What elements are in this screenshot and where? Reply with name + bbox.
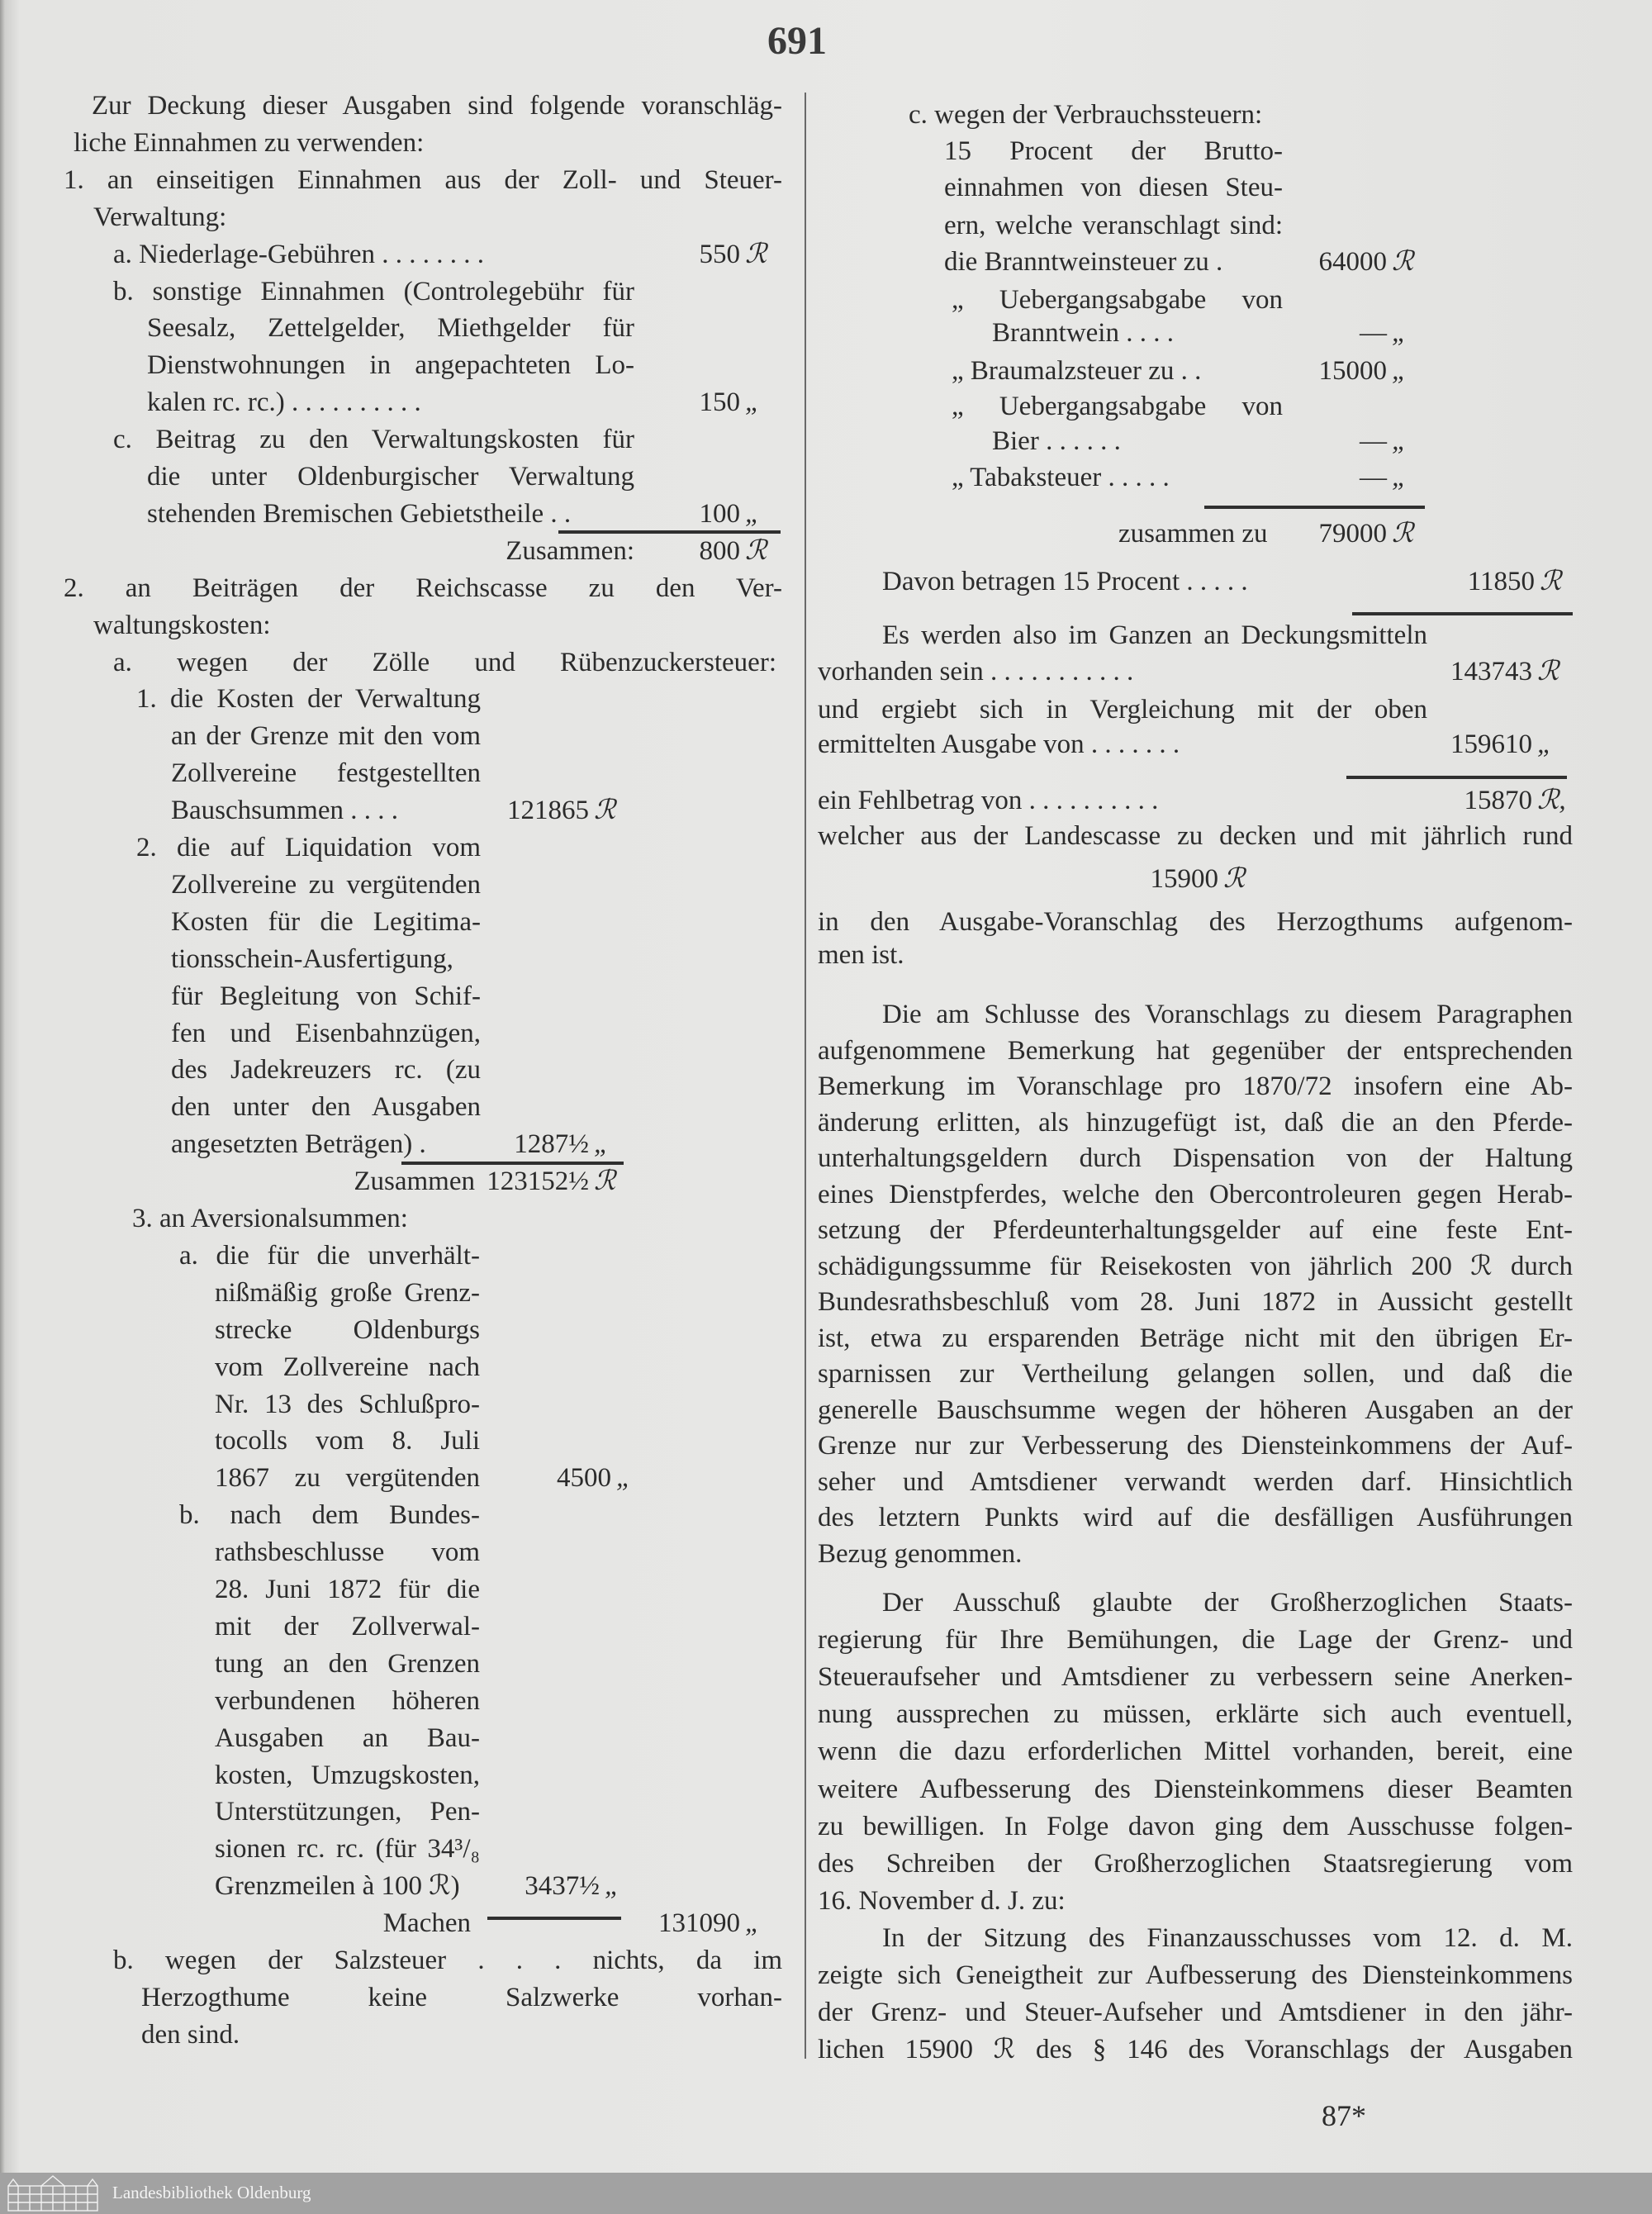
line-text: unterhaltungsgeldern durch Dispensation von der Haltung xyxy=(818,1143,1573,1173)
text-line xyxy=(215,1460,632,1496)
page-number: 691 xyxy=(767,19,827,63)
line-text: seher und Amtsdiener verwandt werden darf. Hinsichtlich xyxy=(818,1466,1573,1497)
line-amount: 121865 xyxy=(507,796,589,826)
currency-unit: „ xyxy=(1392,318,1408,348)
sum-rule xyxy=(401,1162,624,1165)
text-line xyxy=(882,563,1562,600)
line-text: die unter Oldenburgischer Verwaltung xyxy=(147,462,634,492)
text-line xyxy=(818,726,1553,763)
line-amount: 150 xyxy=(699,387,740,418)
line-text: für Begleitung von Schif- xyxy=(171,981,481,1011)
text-line xyxy=(215,1608,480,1645)
text-line xyxy=(147,347,634,383)
library-footer-bar xyxy=(0,2173,1652,2214)
text-line xyxy=(171,1126,610,1162)
text-line xyxy=(818,937,1573,973)
line-text: b. sonstige Einnahmen (Controlegebühr für xyxy=(113,276,634,306)
text-line xyxy=(136,681,481,717)
line-text: Branntwein . . . . xyxy=(992,318,1174,348)
line-amount: 143743 xyxy=(1450,657,1532,687)
line-text: „ Braumalzsteuer zu . . xyxy=(952,356,1202,386)
line-amount: — xyxy=(1360,318,1387,348)
line-amount: 159610 xyxy=(1450,729,1532,759)
currency-unit: „ xyxy=(1537,729,1553,759)
line-text: zu bewilligen. In Folge davon ging dem Ausschusse folgen- xyxy=(818,1811,1573,1841)
line-text: men ist. xyxy=(818,940,904,970)
text-line xyxy=(215,1571,480,1608)
text-line xyxy=(147,458,634,495)
currency-unit: ℛ xyxy=(594,1166,616,1197)
currency-unit: „ xyxy=(605,1871,620,1902)
text-line xyxy=(952,353,1408,389)
line-text: die Branntweinsteuer zu . xyxy=(944,247,1223,277)
text-line xyxy=(64,162,782,198)
line-text: des letztern Punkts wird auf die desfälligen Ausführungen xyxy=(818,1503,1573,1532)
currency-unit: „ xyxy=(745,387,761,418)
text-line xyxy=(818,691,1427,728)
line-text: verbundenen höheren xyxy=(215,1685,480,1716)
text-line xyxy=(818,1320,1573,1356)
text-line xyxy=(882,996,1573,1033)
line-text: kosten, Umzugskosten, xyxy=(215,1760,480,1790)
currency-unit: „ xyxy=(745,498,761,529)
text-line xyxy=(818,1392,1573,1428)
text-line xyxy=(147,496,761,532)
line-text: 1867 zu vergütenden xyxy=(215,1463,480,1494)
currency-unit: ℛ xyxy=(1392,247,1414,277)
line-amount: 131090 xyxy=(658,1908,740,1939)
currency-unit: ℛ xyxy=(1540,567,1562,596)
line-amount: 15870 xyxy=(1464,786,1532,815)
line-text: den sind. xyxy=(141,2019,240,2050)
text-line xyxy=(818,1356,1573,1392)
text-line xyxy=(363,1905,761,1941)
library-building-logo xyxy=(7,2174,99,2212)
text-line xyxy=(74,125,782,161)
text-line xyxy=(147,310,634,346)
currency-unit: „ xyxy=(1392,356,1408,386)
text-line xyxy=(171,904,481,940)
text-line xyxy=(113,236,767,273)
text-line xyxy=(952,388,1283,425)
line-text: sionen rc. rc. (für 34³/₈ xyxy=(215,1834,480,1865)
line-text: Seesalz, Zettelgelder, Miethgelder für xyxy=(147,313,634,344)
line-amount: 1287½ xyxy=(514,1129,589,1160)
text-line xyxy=(179,1497,480,1533)
line-text: in den Ausgabe-Voranschlag des Herzogthums aufgenom- xyxy=(818,907,1573,937)
line-text: den unter den Ausgaben xyxy=(171,1092,481,1123)
line-text: tocolls vom 8. Juli xyxy=(215,1426,480,1456)
text-line xyxy=(818,1622,1573,1658)
currency-unit: „ xyxy=(1392,426,1408,456)
currency-unit: „ xyxy=(616,1463,632,1494)
text-line xyxy=(882,617,1427,653)
sum-rule xyxy=(1352,612,1573,615)
text-line xyxy=(992,423,1408,459)
line-text: Bemerkung im Voranschlage pro 1870/72 insofern eine Ab- xyxy=(818,1071,1573,1101)
line-text: stehenden Bremischen Gebietstheile . . xyxy=(147,498,572,529)
text-line xyxy=(992,315,1408,351)
library-name: Landesbibliothek Oldenburg xyxy=(112,2183,311,2202)
text-line xyxy=(818,1140,1573,1176)
text-line xyxy=(113,644,776,681)
currency-unit: „ xyxy=(594,1129,610,1160)
text-line xyxy=(818,1248,1573,1285)
line-amount: 100 xyxy=(699,498,740,529)
line-text: tung an den Grenzen xyxy=(215,1648,480,1679)
line-text: „ Uebergangsabgabe von xyxy=(952,392,1283,421)
text-line xyxy=(93,607,782,644)
sum-rule xyxy=(487,1917,621,1920)
line-text: welcher aus der Landescasse zu decken und mit jährlich rund xyxy=(818,821,1573,851)
line-text: b. wegen der Salzsteuer . . . nichts, da im xyxy=(113,1946,782,1975)
line-text: änderung erlitten, als hinzugefügt ist, daß die an den Pferde- xyxy=(818,1107,1573,1138)
line-text: vorhanden sein . . . . . . . . . . . xyxy=(818,657,1134,687)
line-text: ern, welche veranschlagt sind: xyxy=(944,211,1283,240)
line-text: Zusammen xyxy=(354,1166,475,1197)
line-text: setzung der Pferdeunterhaltungsgelder auf eine feste Ent- xyxy=(818,1215,1573,1245)
text-line xyxy=(882,1920,1573,1956)
text-line xyxy=(171,1015,481,1052)
line-text: mit der Zollverwal- xyxy=(215,1611,480,1641)
currency-unit: ℛ xyxy=(1537,657,1559,687)
line-amount: 15000 xyxy=(1318,356,1387,386)
line-text: „ Uebergangsabgabe von xyxy=(952,285,1283,315)
line-text: nißmäßig große Grenz- xyxy=(215,1277,480,1308)
text-line xyxy=(330,1163,616,1200)
line-text: tionsschein-Ausfertigung, xyxy=(171,943,453,974)
text-line xyxy=(113,421,634,458)
text-line xyxy=(92,88,782,124)
text-line xyxy=(113,1942,782,1979)
line-text: „ Tabaksteuer . . . . . xyxy=(952,463,1170,492)
line-text: ermittelten Ausgabe von . . . . . . . xyxy=(818,729,1180,759)
line-text: Dienstwohnungen in angepachteten Lo- xyxy=(147,350,634,381)
line-text: zeigte sich Geneigtheit zur Aufbesserung des Diensteinkommens xyxy=(818,1960,1573,1990)
text-line xyxy=(215,1312,480,1348)
text-line xyxy=(818,1464,1573,1500)
text-line xyxy=(818,1659,1573,1695)
line-text: 15 Procent der Brutto- xyxy=(944,136,1283,166)
line-text: Bundesrathsbeschluß vom 28. Juni 1872 in Aussicht gestellt xyxy=(818,1287,1573,1317)
line-text: Bezug genommen. xyxy=(818,1538,1023,1569)
line-text: ist, etwa zu ersparenden Beträge nicht mit den übrigen Er- xyxy=(818,1323,1573,1353)
text-line xyxy=(147,384,761,420)
line-text: Zusammen: xyxy=(506,535,634,566)
line-text: wenn die dazu erforderlichen Mittel vorhanden, bereit, eine xyxy=(818,1737,1573,1767)
text-line xyxy=(171,1052,481,1088)
line-text: 16. November d. J. zu: xyxy=(818,1885,1066,1916)
line-amount: 79000 xyxy=(1318,519,1387,549)
text-line xyxy=(944,244,1414,280)
line-text: Bier . . . . . . xyxy=(992,426,1121,456)
sum-rule xyxy=(1204,506,1425,509)
text-line xyxy=(818,653,1559,690)
line-text: Machen xyxy=(382,1908,471,1939)
text-line xyxy=(909,97,1289,133)
text-line xyxy=(882,1584,1573,1621)
text-line xyxy=(818,1499,1573,1536)
text-line xyxy=(818,1883,1573,1919)
column-divider xyxy=(805,93,806,2059)
currency-unit: ℛ xyxy=(745,239,767,269)
line-text: Zur Deckung dieser Ausgaben sind folgende voranschläg- xyxy=(92,91,782,121)
text-line xyxy=(215,1423,480,1459)
line-text: a. wegen der Zölle und Rübenzuckersteuer: xyxy=(113,647,776,677)
line-amount: 15900 xyxy=(1150,864,1218,894)
line-text: angesetzten Beträgen) . xyxy=(171,1129,426,1160)
text-line xyxy=(944,169,1283,206)
line-text: Kosten für die Legitima- xyxy=(171,906,481,937)
line-text: nung aussprechen zu müssen, erklärte sich auch eventuell, xyxy=(818,1699,1573,1730)
text-line xyxy=(818,782,1566,819)
line-text: der Grenz- und Steuer-Aufseher und Amtsdiener in den jähr- xyxy=(818,1998,1573,2028)
line-text: Der Ausschuß glaubte der Großherzoglichen Staats- xyxy=(882,1588,1573,1618)
line-amount: 550 xyxy=(699,239,740,269)
currency-unit: ℛ xyxy=(745,535,767,566)
line-text: zusammen zu xyxy=(1118,519,1268,549)
text-line xyxy=(215,1831,480,1867)
line-text: an der Grenze mit den vom xyxy=(171,721,481,752)
line-text: Zollvereine zu vergütenden xyxy=(171,869,481,900)
line-text: Grenze nur zur Verbesserung des Diensteinkommens der Auf- xyxy=(818,1431,1573,1461)
text-line xyxy=(818,1846,1573,1882)
text-line xyxy=(215,1349,480,1385)
line-amount: 3437½ xyxy=(525,1871,600,1902)
text-line xyxy=(171,718,481,754)
text-line xyxy=(132,1200,782,1237)
currency-unit: ℛ xyxy=(1392,519,1414,549)
line-text: liche Einnahmen zu verwenden: xyxy=(74,127,425,158)
text-line xyxy=(215,1683,480,1719)
text-line xyxy=(818,1212,1573,1248)
text-line xyxy=(215,1868,620,1904)
line-text: 28. Juni 1872 für die xyxy=(215,1575,480,1604)
text-line xyxy=(818,1808,1573,1845)
line-amount: 64000 xyxy=(1318,247,1387,277)
text-line xyxy=(818,1105,1573,1141)
text-line xyxy=(171,978,481,1014)
text-line xyxy=(93,199,782,235)
line-text: fen und Eisenbahnzügen, xyxy=(171,1018,481,1048)
line-text: Die am Schlusse des Voranschlags zu diesem Paragraphen xyxy=(882,1000,1573,1029)
line-text: rathsbeschlusse vom xyxy=(215,1537,480,1568)
text-line xyxy=(818,1536,1573,1572)
text-line xyxy=(818,1176,1573,1213)
line-text: eines Dienstpferdes, welche den Obercontroleuren gegen Herab- xyxy=(818,1179,1573,1209)
text-line xyxy=(818,904,1573,940)
text-line xyxy=(818,1994,1573,2031)
text-line xyxy=(215,1646,480,1682)
text-line xyxy=(215,1720,480,1756)
text-line xyxy=(818,818,1573,854)
text-line xyxy=(136,829,481,866)
line-text: Ausgaben an Bau- xyxy=(215,1722,480,1753)
line-text: vom Zollvereine nach xyxy=(215,1352,480,1382)
line-text: Herzogthume keine Salzwerke vorhan- xyxy=(141,1982,782,2012)
line-amount: 11850 xyxy=(1467,567,1535,596)
text-line xyxy=(215,1794,480,1830)
text-line xyxy=(171,792,616,829)
text-line xyxy=(944,207,1283,244)
text-line xyxy=(171,941,481,977)
line-text: Es werden also im Ganzen an Deckungsmitteln xyxy=(882,620,1427,650)
text-line xyxy=(171,1089,481,1125)
line-text: a. Niederlage-Gebühren . . . . . . . . xyxy=(113,239,484,269)
line-text: 1. die Kosten der Verwaltung xyxy=(136,684,481,715)
line-text: 1. an einseitigen Einnahmen aus der Zoll- und Steuer- xyxy=(64,164,782,195)
text-line xyxy=(141,1979,782,2016)
text-line xyxy=(818,1428,1573,1464)
line-text: Verwaltung: xyxy=(93,202,227,232)
line-text: 2. die auf Liquidation vom xyxy=(136,833,481,862)
line-amount: 4500 xyxy=(557,1463,611,1494)
line-text: einnahmen von diesen Steu- xyxy=(944,173,1283,202)
line-text: Grenzmeilen à 100 ℛ) xyxy=(215,1871,460,1902)
line-text: In der Sitzung des Finanzausschusses vom 12. d. M. xyxy=(882,1922,1573,1953)
text-line xyxy=(171,867,481,903)
line-amount: 123152½ xyxy=(487,1166,589,1197)
line-text: Davon betragen 15 Procent . . . . . xyxy=(882,567,1248,596)
text-line xyxy=(818,1068,1573,1105)
currency-unit: ℛ xyxy=(1223,864,1246,894)
text-line xyxy=(818,2031,1573,2068)
line-text: waltungskosten: xyxy=(93,610,271,640)
line-text: des Schreiben der Großherzoglichen Staatsregierung vom xyxy=(818,1848,1573,1879)
text-line xyxy=(1132,861,1246,897)
text-line xyxy=(1118,515,1414,552)
text-line xyxy=(179,1238,480,1274)
line-text: b. nach dem Bundes- xyxy=(179,1500,480,1531)
text-line xyxy=(952,459,1408,496)
currency-unit: ℛ, xyxy=(1537,786,1566,815)
line-text: sparnissen zur Vertheilung gelangen sollen, und daß die xyxy=(818,1359,1573,1389)
line-amount: 800 xyxy=(699,535,740,566)
line-text: des Jadekreuzers rc. (zu xyxy=(171,1055,481,1086)
text-line xyxy=(944,133,1283,169)
currency-unit: „ xyxy=(745,1908,761,1939)
text-line xyxy=(141,2017,782,2053)
signature-mark: 87* xyxy=(1322,2099,1366,2132)
line-text: Zollvereine festgestellten xyxy=(171,758,481,789)
text-line xyxy=(818,1733,1573,1770)
text-line xyxy=(147,533,767,569)
line-amount: — xyxy=(1360,463,1387,492)
line-text: 2. an Beiträgen der Reichscasse zu den Ver- xyxy=(64,573,782,603)
currency-unit: „ xyxy=(1392,463,1408,492)
line-text: generelle Bauschsumme wegen der höheren Ausgaben an der xyxy=(818,1394,1573,1425)
line-text: Bauschsummen . . . . xyxy=(171,796,398,826)
text-line xyxy=(64,570,782,606)
line-amount: — xyxy=(1360,426,1387,456)
text-line xyxy=(215,1386,480,1423)
line-text: Unterstützungen, Pen- xyxy=(215,1797,480,1827)
line-text: c. wegen der Verbrauchssteuern: xyxy=(909,100,1263,130)
line-text: kalen rc. rc.) . . . . . . . . . . xyxy=(147,387,421,418)
line-text: ein Fehlbetrag von . . . . . . . . . . xyxy=(818,786,1159,815)
line-text: strecke Oldenburgs xyxy=(215,1314,480,1345)
line-text: und ergiebt sich in Vergleichung mit der oben xyxy=(818,695,1427,725)
text-line xyxy=(113,273,634,310)
line-text: regierung für Ihre Bemühungen, die Lage der Grenz- und xyxy=(818,1625,1573,1656)
text-line xyxy=(818,1957,1573,1993)
text-line xyxy=(818,1284,1573,1320)
line-text: Steueraufseher und Amtsdiener zu verbessern seine Anerken- xyxy=(818,1662,1573,1693)
text-line xyxy=(952,282,1283,318)
line-text: a. die für die unverhält- xyxy=(179,1240,480,1271)
text-line xyxy=(818,1696,1573,1732)
text-line xyxy=(171,755,481,791)
text-line xyxy=(215,1275,480,1311)
line-text: aufgenommene Bemerkung hat gegenüber der entsprechenden xyxy=(818,1035,1573,1066)
sum-rule xyxy=(558,530,781,534)
text-line xyxy=(818,1771,1573,1808)
line-text: c. Beitrag zu den Verwaltungskosten für xyxy=(113,425,634,455)
sum-rule xyxy=(1346,776,1567,779)
line-text: lichen 15900 ℛ des § 146 des Voranschlags der Ausgaben xyxy=(818,2035,1573,2065)
line-text: schädigungssumme für Reisekosten von jährlich 200 ℛ durch xyxy=(818,1251,1573,1281)
currency-unit: ℛ xyxy=(594,796,616,826)
text-line xyxy=(215,1757,480,1794)
text-line xyxy=(818,1033,1573,1069)
text-line xyxy=(215,1534,480,1570)
line-text: Nr. 13 des Schlußpro- xyxy=(215,1389,480,1419)
line-text: weitere Aufbesserung des Diensteinkommens dieser Beamten xyxy=(818,1774,1573,1804)
line-text: 3. an Aversionalsummen: xyxy=(132,1204,408,1233)
